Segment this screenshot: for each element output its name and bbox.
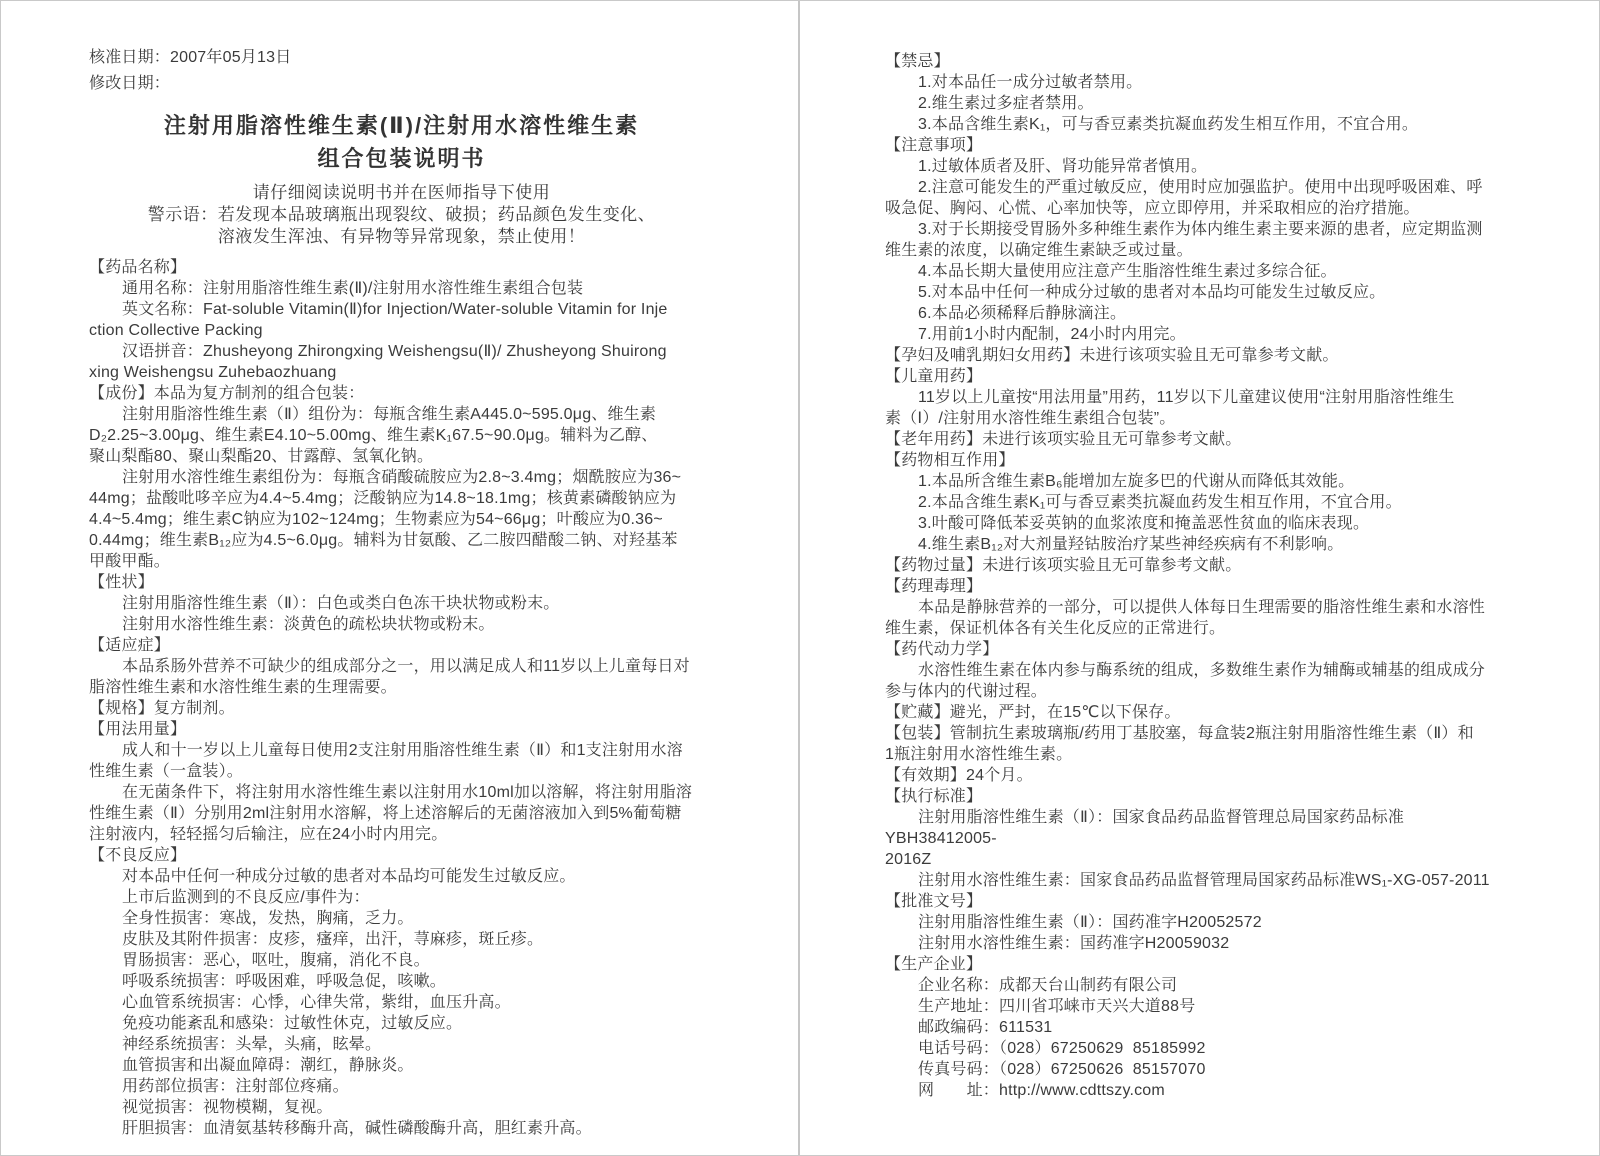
- page-left: [1, 1, 800, 1155]
- read-instruction-notice: 请仔细阅读说明书并在医师指导下使用: [252, 183, 551, 202]
- body-text-line: 传真号码：（028）67250626 85157070: [918, 1061, 1206, 1078]
- body-text-line: 7.用前1小时内配制，24小时内用完。: [918, 326, 1186, 343]
- body-text-line: 吸急促、胸闷、心慌、心率加快等，应立即停用，并采取相应的治疗措施。: [885, 200, 1420, 217]
- body-text-line: 注射用水溶性维生素：淡黄色的疏松块状物或粉末。: [122, 616, 495, 633]
- section-heading-line: 【不良反应】: [89, 847, 187, 864]
- body-text-line: 在无菌条件下，将注射用水溶性维生素以注射用水10ml加以溶解，将注射用脂溶: [122, 784, 693, 801]
- body-text-line: 4.维生素B₁₂对大剂量羟钴胺治疗某些神经疾病有不利影响。: [918, 536, 1344, 553]
- section-heading-line: 【有效期】24个月。: [885, 767, 1033, 784]
- section-heading-line: 【性状】: [89, 574, 154, 591]
- body-text-line: 2.注意可能发生的严重过敏反应，使用时应加强监护。使用中出现呼吸困难、呼: [918, 179, 1483, 196]
- warning-line-2: 溶液发生浑浊、有异物等异常现象，禁止使用！: [217, 227, 586, 246]
- right-page-body: [885, 51, 1515, 1101]
- section-heading-line: 【禁忌】: [885, 53, 950, 70]
- body-text-line: 2.维生素过多症者禁用。: [918, 95, 1094, 112]
- body-text-line: 成人和十一岁以上儿童每日使用2支注射用脂溶性维生素（Ⅱ）和1支注射用水溶: [122, 742, 683, 759]
- section-heading-line: 【生产企业】: [885, 956, 983, 973]
- body-text-line: 注射用脂溶性维生素（Ⅱ）：白色或类白色冻干块状物或粉末。: [122, 595, 560, 612]
- body-text-line: 0.44mg；维生素B₁₂应为4.5~6.0μg。辅料为甘氨酸、乙二胺四醋酸二钠、对羟基苯: [89, 532, 678, 549]
- body-text-line: 英文名称：Fat-soluble Vitamin(Ⅱ)for Injection/Water-soluble Vitamin for Inje: [122, 301, 668, 318]
- body-text-line: 参与体内的代谢过程。: [885, 683, 1048, 700]
- body-text-line: 1.本品所含维生素B₆能增加左旋多巴的代谢从而降低其效能。: [918, 473, 1355, 490]
- left-page-body: [89, 257, 714, 1139]
- body-text-line: D₂2.25~3.00μg、维生素E4.10~5.00mg、维生素K₁67.5~90.0μg。辅料为乙醇、: [89, 427, 658, 444]
- body-text-line: 注射用脂溶性维生素（Ⅱ）：国药准字H20052572: [918, 914, 1262, 931]
- body-text-line: 神经系统损害：头晕，头痛，眩晕。: [122, 1036, 382, 1053]
- body-text-line: 汉语拼音：Zhusheyong Zhirongxing Weishengsu(Ⅱ)/ Zhusheyong Shuirong: [122, 343, 667, 360]
- drug-title-line-2: 组合包装说明书: [317, 146, 486, 171]
- body-text-line: 注射用水溶性维生素组份为：每瓶含硝酸硫胺应为2.8~3.4mg；烟酰胺应为36~: [122, 469, 682, 486]
- section-heading-line: 【老年用药】未进行该项实验且无可靠参考文献。: [885, 431, 1242, 448]
- body-text-line: 视觉损害：视物模糊，复视。: [122, 1099, 333, 1116]
- body-text-line: 3.对于长期接受胃肠外多种维生素作为体内维生素主要来源的患者，应定期监测: [918, 221, 1483, 238]
- body-text-line: 皮肤及其附件损害：皮疹，瘙痒，出汗，荨麻疹，斑丘疹。: [122, 931, 544, 948]
- body-text-line: 全身性损害：寒战，发热，胸痛，乏力。: [122, 910, 414, 927]
- body-text-line: 注射用水溶性维生素：国药准字H20059032: [918, 935, 1230, 952]
- section-heading-line: 【贮藏】避光，严封，在15℃以下保存。: [885, 704, 1181, 721]
- warning-line-1: 警示语：若发现本品玻璃瓶出现裂纹、破损；药品颜色发生变化、: [147, 205, 656, 224]
- section-heading-line: 【批准文号】: [885, 893, 983, 910]
- body-text-line: 邮政编码：611531: [918, 1019, 1053, 1036]
- body-text-line: 聚山梨酯80、聚山梨酯20、甘露醇、氢氧化钠。: [89, 448, 434, 465]
- body-text-line: 11岁以上儿童按“用法用量”用药，11岁以下儿童建议使用“注射用脂溶性维生: [918, 389, 1455, 406]
- section-heading-line: 【孕妇及哺乳期妇女用药】未进行该项实验且无可靠参考文献。: [885, 347, 1339, 364]
- section-heading-line: 【儿童用药】: [885, 368, 983, 385]
- body-text-line: 网 址：http://www.cdttszy.com: [918, 1082, 1165, 1099]
- section-heading-line: 【成份】本品为复方制剂的组合包装：: [89, 385, 365, 402]
- body-text-line: 注射用脂溶性维生素（Ⅱ）组份为：每瓶含维生素A445.0~595.0μg、维生素: [122, 406, 657, 423]
- body-text-line: 3.本品含维生素K₁，可与香豆素类抗凝血药发生相互作用，不宜合用。: [918, 116, 1419, 133]
- body-text-line: 1.过敏体质者及肝、肾功能异常者慎用。: [918, 158, 1208, 175]
- section-heading-line: 【执行标准】: [885, 788, 983, 805]
- section-heading-line: 【适应症】: [89, 637, 171, 654]
- body-text-line: 素（Ⅰ）/注射用水溶性维生素组合包装”。: [885, 410, 1176, 427]
- section-heading-line: 【用法用量】: [89, 721, 187, 738]
- body-text-line: 2016Z: [885, 851, 932, 868]
- body-text-line: 用药部位损害：注射部位疼痛。: [122, 1078, 349, 1095]
- body-text-line: 2.本品含维生素K₁可与香豆素类抗凝血药发生相互作用，不宜合用。: [918, 494, 1402, 511]
- body-text-line: 甲酸甲酯。: [89, 553, 171, 570]
- body-text-line: 肝胆损害：血清氨基转移酶升高，碱性磷酸酶升高，胆红素升高。: [122, 1120, 592, 1137]
- body-text-line: 生产地址：四川省邛崃市天兴大道88号: [918, 998, 1196, 1015]
- body-text-line: 电话号码：（028）67250629 85185992: [918, 1040, 1206, 1057]
- body-text-line: 注射液内，轻轻摇匀后输注，应在24小时内用完。: [89, 826, 448, 843]
- body-text-line: 对本品中任何一种成分过敏的患者对本品均可能发生过敏反应。: [122, 868, 576, 885]
- body-text-line: 注射用水溶性维生素：国家食品药品监督管理局国家药品标准WS₁-XG-057-2011: [918, 872, 1490, 889]
- body-text-line: 4.本品长期大量使用应注意产生脂溶性维生素过多综合征。: [918, 263, 1337, 280]
- section-heading-line: 【药代动力学】: [885, 641, 999, 658]
- body-text-line: 企业名称：成都天台山制药有限公司: [918, 977, 1178, 994]
- body-text-line: 44mg；盐酸吡哆辛应为4.4~5.4mg；泛酸钠应为14.8~18.1mg；核黄素磷酸钠应为: [89, 490, 677, 507]
- drug-title-line-1: 注射用脂溶性维生素(Ⅱ)/注射用水溶性维生素: [163, 113, 640, 138]
- body-text-line: 血管损害和出凝血障碍：潮红，静脉炎。: [122, 1057, 414, 1074]
- body-text-line: 免疫功能紊乱和感染：过敏性休克，过敏反应。: [122, 1015, 463, 1032]
- body-text-line: 性维生素（Ⅱ）分别用2ml注射用水溶解，将上述溶解后的无菌溶液加入到5%葡萄糖: [89, 805, 682, 822]
- body-text-line: 脂溶性维生素和水溶性维生素的生理需要。: [89, 679, 397, 696]
- body-text-line: 上市后监测到的不良反应/事件为：: [122, 889, 370, 906]
- body-text-line: 性维生素（一盒装）。: [89, 763, 244, 780]
- page-right: [800, 1, 1599, 1155]
- section-heading-line: 【注意事项】: [885, 137, 983, 154]
- body-text-line: 注射用脂溶性维生素（Ⅱ）：国家食品药品监督管理总局国家药品标准YBH38412005-: [885, 809, 1405, 847]
- revision-date: 修改日期：: [89, 75, 171, 92]
- section-heading-line: 【包装】管制抗生素玻璃瓶/药用丁基胶塞，每盒装2瓶注射用脂溶性维生素（Ⅱ）和: [885, 725, 1474, 742]
- body-text-line: 本品是静脉营养的一部分，可以提供人体每日生理需要的脂溶性维生素和水溶性: [918, 599, 1486, 616]
- body-text-line: 维生素，保证机体各有关生化反应的正常进行。: [885, 620, 1226, 637]
- body-text-line: ction Collective Packing: [89, 322, 263, 339]
- approval-date: 核准日期：2007年05月13日: [89, 49, 292, 66]
- section-heading-line: 【药物相互作用】: [885, 452, 1015, 469]
- body-text-line: 4.4~5.4mg；维生素C钠应为102~124mg；生物素应为54~66μg；叶酸应为0.36~: [89, 511, 663, 528]
- section-heading-line: 【药品名称】: [89, 259, 187, 276]
- body-text-line: 6.本品必须稀释后静脉滴注。: [918, 305, 1127, 322]
- body-text-line: xing Weishengsu Zuhebaozhuang: [89, 364, 337, 381]
- body-text-line: 呼吸系统损害：呼吸困难，呼吸急促，咳嗽。: [122, 973, 447, 990]
- body-text-line: 心血管系统损害：心悸，心律失常，紫绀，血压升高。: [122, 994, 511, 1011]
- body-text-line: 1.对本品任一成分过敏者禁用。: [918, 74, 1143, 91]
- section-heading-line: 【药理毒理】: [885, 578, 983, 595]
- body-text-line: 通用名称：注射用脂溶性维生素(Ⅱ)/注射用水溶性维生素组合包装: [122, 280, 584, 297]
- body-text-line: 胃肠损害：恶心，呕吐，腹痛，消化不良。: [122, 952, 430, 969]
- body-text-line: 1瓶注射用水溶性维生素。: [885, 746, 1073, 763]
- body-text-line: 水溶性维生素在体内参与酶系统的组成，多数维生素作为辅酶或辅基的组成成分: [918, 662, 1486, 679]
- section-heading-line: 【药物过量】未进行该项实验且无可靠参考文献。: [885, 557, 1242, 574]
- section-heading-line: 【规格】复方制剂。: [89, 700, 235, 717]
- body-text-line: 本品系肠外营养不可缺少的组成部分之一，用以满足成人和11岁以上儿童每日对: [122, 658, 690, 675]
- body-text-line: 维生素的浓度，以确定维生素缺乏或过量。: [885, 242, 1193, 259]
- body-text-line: 3.叶酸可降低苯妥英钠的血浆浓度和掩盖恶性贫血的临床表现。: [918, 515, 1370, 532]
- body-text-line: 5.对本品中任何一种成分过敏的患者对本品均可能发生过敏反应。: [918, 284, 1386, 301]
